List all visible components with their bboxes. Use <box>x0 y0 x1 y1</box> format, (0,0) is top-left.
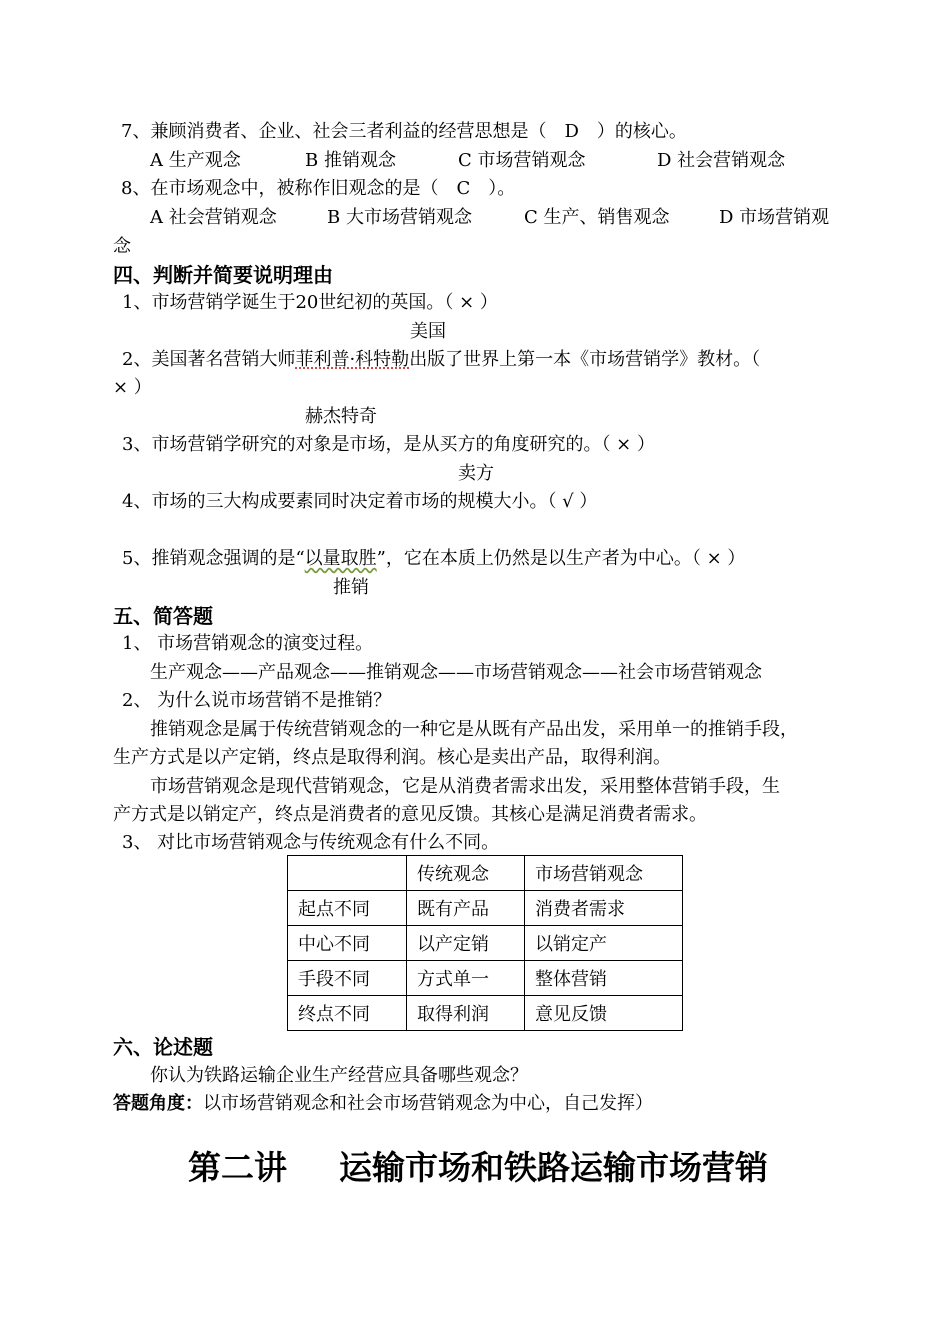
q7-option-b: B 推销观念 <box>305 150 396 171</box>
table-header-cell <box>288 856 407 891</box>
comparison-table <box>287 855 683 1031</box>
table-row <box>288 961 683 996</box>
judge-item-2-pre: 2、美国著名营销大师 <box>122 349 296 370</box>
table-cell: 整体营销 <box>525 961 683 996</box>
q8-option-d: D 市场营销观 <box>719 207 830 228</box>
judge-item-5-post: ”，它在本质上仍然是以生产者为中心。（ × ） <box>376 548 746 569</box>
judge-item-5 <box>122 547 745 571</box>
table-cell: 消费者需求 <box>525 891 683 926</box>
q7-option-a: A 生产观念 <box>150 150 241 171</box>
judge-item-5-pre: 5、推销观念强调的是“ <box>122 548 305 569</box>
essay-question: 你认为铁路运输企业生产经营应具备哪些观念？ <box>150 1065 528 1086</box>
q8-option-d-wrap: 念 <box>113 236 131 257</box>
q7-option-c: C 市场营销观念 <box>458 150 586 171</box>
table-header-cell: 市场营销观念 <box>525 856 683 891</box>
short-q2-para1-line2: 生产方式是以产定销，终点是取得利润。核心是卖出产品，取得利润。 <box>113 747 671 768</box>
short-q2-para1-line1: 推销观念是属于传统营销观念的一种它是从既有产品出发，采用单一的推销手段， <box>150 719 798 740</box>
short-q1-answer: 生产观念——产品观念——推销观念——市场营销观念——社会市场营销观念 <box>150 662 762 683</box>
table-cell: 方式单一 <box>407 961 525 996</box>
table-cell: 以销定产 <box>525 926 683 961</box>
table-cell: 以产定销 <box>407 926 525 961</box>
q7-stem: 7、兼顾消费者、企业、社会三者利益的经营思想是（ D ）的核心。 <box>121 121 687 142</box>
table-row <box>288 926 683 961</box>
judge-item-1: 1、市场营销学诞生于20世纪初的英国。（ × ） <box>122 292 498 313</box>
table-cell: 取得利润 <box>407 996 525 1031</box>
short-q2: 2、 为什么说市场营销不是推销？ <box>122 690 392 711</box>
table-header-cell: 传统观念 <box>407 856 525 891</box>
section4-heading: 四、判断并简要说明理由 <box>113 263 333 287</box>
judge-item-5-correction: 推销 <box>333 577 369 598</box>
table-row <box>288 891 683 926</box>
essay-answer-label: 答题角度： <box>113 1093 203 1114</box>
q8-stem: 8、在市场观念中，被称作旧观念的是（ C ）。 <box>121 178 516 199</box>
short-q2-para2-line1: 市场营销观念是现代营销观念，它是从消费者需求出发，采用整体营销手段，生 <box>150 776 780 797</box>
table-header-row <box>288 856 683 891</box>
lecture-name: 运输市场和铁路运输市场营销 <box>339 1148 768 1187</box>
q8-option-b: B 大市场营销观念 <box>327 207 472 228</box>
table-cell: 手段不同 <box>288 961 407 996</box>
table-row <box>288 996 683 1031</box>
judge-item-2 <box>122 348 760 372</box>
judge-item-4: 4、市场的三大构成要素同时决定着市场的规模大小。（ √ ） <box>122 491 598 512</box>
section6-heading: 六、论述题 <box>113 1035 213 1059</box>
q8-option-c: C 生产、销售观念 <box>524 207 670 228</box>
table-cell: 终点不同 <box>288 996 407 1031</box>
lecture-number: 第二讲 <box>188 1148 287 1187</box>
judge-item-3-correction: 卖方 <box>458 463 494 484</box>
judge-item-3: 3、市场营销学研究的对象是市场，是从买方的角度研究的。（ × ） <box>122 434 655 455</box>
short-q2-para2-line2: 产方式是以销定产，终点是消费者的意见反馈。其核心是满足消费者需求。 <box>113 804 707 825</box>
table-cell: 中心不同 <box>288 926 407 961</box>
essay-answer-text: 以市场营销观念和社会市场营销观念为中心，自己发挥） <box>203 1093 653 1114</box>
judge-item-2-correction: 赫杰特奇 <box>305 406 377 427</box>
judge-item-2-name: 菲利普·科特勒 <box>295 349 410 370</box>
judge-item-1-correction: 美国 <box>410 321 446 342</box>
table-cell: 意见反馈 <box>525 996 683 1031</box>
short-q3: 3、 对比市场营销观念与传统观念有什么不同。 <box>122 832 500 853</box>
essay-answer <box>113 1092 653 1116</box>
q7-option-d: D 社会营销观念 <box>657 150 786 171</box>
table-cell: 既有产品 <box>407 891 525 926</box>
table-cell: 起点不同 <box>288 891 407 926</box>
judge-item-2-wrap: × ） <box>113 377 152 398</box>
lecture-title <box>188 1148 768 1188</box>
q8-option-a: A 社会营销观念 <box>150 207 277 228</box>
judge-item-5-mark: 以量取胜 <box>304 548 377 569</box>
section5-heading: 五、简答题 <box>113 604 213 628</box>
short-q1: 1、 市场营销观念的演变过程。 <box>122 633 374 654</box>
judge-item-2-post: 出版了世界上第一本《市场营销学》教材。（ <box>409 349 761 370</box>
